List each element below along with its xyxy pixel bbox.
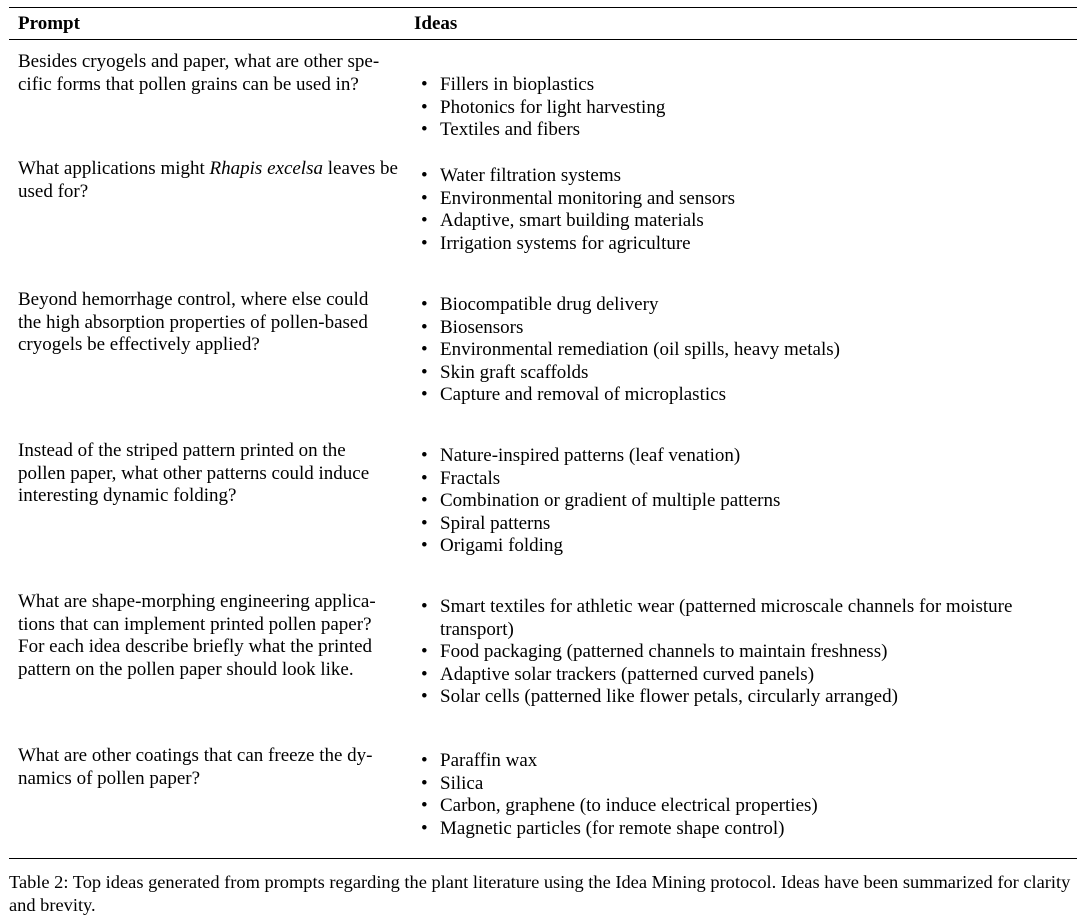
idea-item: • Silica <box>414 773 1077 796</box>
idea-item: • Solar cells (patterned like flower petals, circularly arranged) <box>414 686 1077 709</box>
table-row <box>9 148 1077 278</box>
table-row <box>9 40 1077 148</box>
table-row <box>9 429 1077 580</box>
table-caption: Table 2: Top ideas generated from prompts regarding the plant literature using the Idea Mining protocol. Ideas have been summarized for clarity and brevity. <box>9 872 1071 915</box>
idea-item: • Water filtration systems <box>414 165 1077 188</box>
idea-item: • Spiral patterns <box>414 513 1077 536</box>
row-prompt <box>9 289 406 429</box>
header-prompt: Prompt <box>18 12 80 34</box>
prompt-line: For each idea describe briefly what the printed <box>18 636 372 658</box>
idea-item: • Carbon, graphene (to induce electrical properties) <box>414 795 1077 818</box>
prompt-species-name: Rhapis excelsa <box>209 158 323 179</box>
idea-item: • Combination or gradient of multiple patterns <box>414 490 1077 513</box>
prompt-line: interesting dynamic folding? <box>18 485 237 507</box>
prompt-line: What are other coatings that can freeze the dy- <box>18 745 373 766</box>
prompt-line: pattern on the pollen paper should look like. <box>18 658 354 680</box>
table-row <box>9 580 1077 734</box>
row-prompt <box>9 591 406 734</box>
idea-item: • Photonics for light harvesting <box>414 97 1077 120</box>
prompt-line: the high absorption properties of pollen-based <box>18 311 368 333</box>
idea-item: • Biosensors <box>414 317 1077 340</box>
table-bottom-rule <box>9 858 1077 859</box>
prompt-line <box>18 158 406 203</box>
table-header <box>9 8 1077 39</box>
idea-item: • Biocompatible drug delivery <box>414 294 1077 317</box>
prompt-line: Instead of the striped pattern printed on the <box>18 440 346 461</box>
row-prompt <box>9 158 406 278</box>
idea-item: • Irrigation systems for agriculture <box>414 233 1077 256</box>
ideas-table <box>9 7 1077 859</box>
idea-item: • Fractals <box>414 468 1077 491</box>
prompt-line: pollen paper, what other patterns could induce <box>18 462 370 484</box>
idea-item: • Paraffin wax <box>414 750 1077 773</box>
prompt-line: namics of pollen paper? <box>18 767 201 789</box>
prompt-text: What applications might <box>18 158 210 179</box>
prompt-line: cific forms that pollen grains can be used in? <box>18 73 359 95</box>
idea-item: • Smart textiles for athletic wear (patterned microscale channels for moisture transport) <box>414 596 1077 641</box>
idea-item: • Food packaging (patterned channels to maintain freshness) <box>414 641 1077 664</box>
row-ideas <box>406 158 1077 278</box>
header-ideas: Ideas <box>414 12 458 34</box>
row-prompt <box>9 440 406 580</box>
idea-item: • Capture and removal of microplastics <box>414 384 1077 407</box>
prompt-line: Beyond hemorrhage control, where else could <box>18 289 369 310</box>
idea-item: • Nature-inspired patterns (leaf venation) <box>414 445 1077 468</box>
idea-item: • Textiles and fibers <box>414 119 1077 142</box>
row-ideas <box>406 289 1077 429</box>
row-ideas <box>406 440 1077 580</box>
row-ideas <box>406 591 1077 734</box>
idea-item: • Environmental remediation (oil spills, heavy metals) <box>414 339 1077 362</box>
idea-item: • Origami folding <box>414 535 1077 558</box>
table-row <box>9 278 1077 429</box>
row-prompt <box>9 51 406 148</box>
row-ideas <box>406 745 1077 858</box>
row-ideas <box>406 51 1077 148</box>
row-prompt <box>9 745 406 858</box>
idea-item: • Fillers in bioplastics <box>414 74 1077 97</box>
prompt-line: tions that can implement printed pollen paper? <box>18 613 372 635</box>
table-row <box>9 734 1077 858</box>
prompt-line: cryogels be effectively applied? <box>18 334 260 356</box>
idea-item: • Adaptive solar trackers (patterned curved panels) <box>414 664 1077 687</box>
idea-item: • Environmental monitoring and sensors <box>414 188 1077 211</box>
idea-item: • Magnetic particles (for remote shape control) <box>414 818 1077 841</box>
prompt-line: What are shape-morphing engineering applica- <box>18 591 376 612</box>
idea-item: • Skin graft scaffolds <box>414 362 1077 385</box>
prompt-text: leaves be used for? <box>18 158 398 202</box>
prompt-line: Besides cryogels and paper, what are other spe- <box>18 51 380 72</box>
idea-item: • Adaptive, smart building materials <box>414 210 1077 233</box>
